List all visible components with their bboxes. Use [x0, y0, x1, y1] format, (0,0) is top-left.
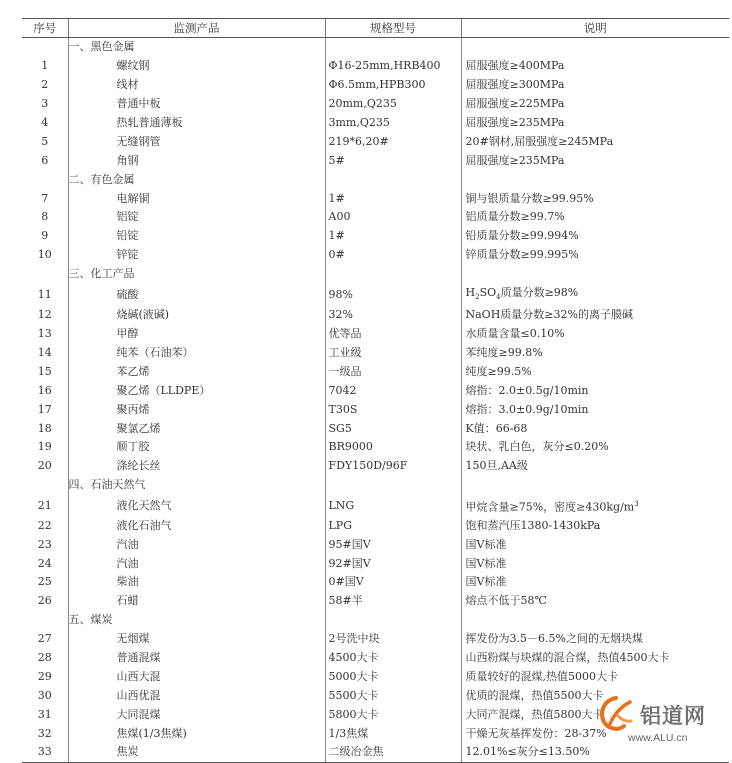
- row-desc: 熔点不低于58℃: [461, 592, 729, 611]
- row-no: 22: [37, 518, 52, 532]
- row-spec: Φ16-25mm,HRB400: [325, 57, 461, 76]
- row-spec: 5#: [325, 151, 461, 170]
- row-product: 纯苯（石油苯）: [68, 344, 325, 363]
- row-spec: 219*6,20#: [325, 132, 461, 151]
- row-desc: 挥发份为3.5－6.5%之间的无烟块煤: [461, 630, 729, 649]
- row-desc: [461, 284, 729, 306]
- table-row: [22, 419, 729, 438]
- product-table: [22, 18, 729, 763]
- row-desc: 铅质量分数≥99.994%: [461, 227, 729, 246]
- row-no: 23: [37, 537, 52, 551]
- table-row: [22, 743, 729, 762]
- row-product: 硫酸: [68, 284, 325, 306]
- row-spec: 5500大卡: [325, 686, 461, 705]
- row-product: 聚丙烯: [68, 400, 325, 419]
- row-desc: [461, 495, 729, 517]
- header-product: 监测产品: [68, 19, 325, 38]
- row-desc: 大同产混煤，热值5800大卡: [461, 705, 729, 724]
- row-spec: 1/3焦煤: [325, 724, 461, 743]
- row-desc: 熔指：2.0±0.5g/10min: [461, 381, 729, 400]
- table-row: [22, 649, 729, 668]
- row-spec: 2号洗中块: [325, 630, 461, 649]
- header-desc: 说明: [461, 19, 729, 38]
- section-title: 三、化工产品: [68, 265, 325, 284]
- table-row: [22, 724, 729, 743]
- table-row: [22, 495, 729, 517]
- row-no: 27: [37, 632, 52, 646]
- row-spec: 优等品: [325, 325, 461, 344]
- row-no: 7: [41, 191, 49, 205]
- row-product: 液化天然气: [68, 495, 325, 517]
- section-desc: [461, 476, 729, 495]
- row-spec: 1#: [325, 227, 461, 246]
- table-row: [22, 189, 729, 208]
- row-no: 8: [41, 210, 49, 224]
- header-row: [22, 19, 729, 38]
- section-desc: [461, 170, 729, 189]
- section-no: [22, 170, 68, 189]
- row-spec: 7042: [325, 381, 461, 400]
- row-no: 32: [37, 726, 52, 740]
- section-row: [22, 611, 729, 630]
- section-spec: [325, 611, 461, 630]
- row-product: 焦炭: [68, 743, 325, 762]
- row-desc-part: 2: [475, 292, 480, 301]
- row-no: 31: [37, 707, 52, 721]
- section-no: [22, 265, 68, 284]
- row-desc: 优质的混煤，热值5500大卡: [461, 686, 729, 705]
- row-no: 1: [41, 59, 49, 73]
- row-spec: 1#: [325, 189, 461, 208]
- row-no: 26: [37, 594, 52, 608]
- row-spec: FDY150D/96F: [325, 457, 461, 476]
- section-desc: [461, 265, 729, 284]
- table-row: [22, 630, 729, 649]
- row-product: 铅锭: [68, 227, 325, 246]
- row-desc: 饱和蒸汽压1380-1430kPa: [461, 516, 729, 535]
- section-title: 二、有色金属: [68, 170, 325, 189]
- row-desc: 铝质量分数≥99.7%: [461, 208, 729, 227]
- row-product: 汽油: [68, 554, 325, 573]
- watermark-url: www.ALU.cn: [628, 732, 688, 744]
- row-spec: 4500大卡: [325, 649, 461, 668]
- row-product: 甲醇: [68, 325, 325, 344]
- row-product: 烧碱(液碱): [68, 306, 325, 325]
- row-desc: 屈服强度≥300MPa: [461, 76, 729, 95]
- row-product: 液化石油气: [68, 516, 325, 535]
- header-no: 序号: [22, 19, 68, 38]
- table-row: [22, 381, 729, 400]
- row-desc-part: SO: [479, 285, 497, 299]
- row-product: 顺丁胶: [68, 438, 325, 457]
- row-spec: 5000大卡: [325, 667, 461, 686]
- row-spec: 58#半: [325, 592, 461, 611]
- table-body: [22, 38, 729, 763]
- row-no: 20: [37, 459, 52, 473]
- table-row: [22, 151, 729, 170]
- row-product: 山西优混: [68, 686, 325, 705]
- table-row: [22, 667, 729, 686]
- table-row: [22, 516, 729, 535]
- table-row: [22, 554, 729, 573]
- row-no: 12: [37, 308, 52, 322]
- section-spec: [325, 38, 461, 57]
- section-row: [22, 170, 729, 189]
- table-row: [22, 114, 729, 133]
- row-desc: 水质量含量≤0.10%: [461, 325, 729, 344]
- row-desc: 屈服强度≥235MPa: [461, 114, 729, 133]
- row-product: 聚氯乙烯: [68, 419, 325, 438]
- section-spec: [325, 265, 461, 284]
- row-desc: 块状、乳白色，灰分≤0.20%: [461, 438, 729, 457]
- header-spec: 规格型号: [325, 19, 461, 38]
- watermark-title: 铝道网: [640, 704, 706, 728]
- section-spec: [325, 476, 461, 495]
- table-row: [22, 132, 729, 151]
- row-desc-part: 质量分数≥98%: [500, 285, 579, 299]
- row-spec: 20mm,Q235: [325, 95, 461, 114]
- row-no: 19: [37, 440, 52, 454]
- row-spec: BR9000: [325, 438, 461, 457]
- row-no: 5: [41, 134, 49, 148]
- row-no: 10: [37, 248, 52, 262]
- row-desc: 屈服强度≥225MPa: [461, 95, 729, 114]
- row-no: 2: [41, 78, 49, 92]
- row-spec: LNG: [325, 495, 461, 517]
- row-no: 30: [37, 688, 52, 702]
- row-product: 石蜡: [68, 592, 325, 611]
- row-no: 11: [37, 287, 52, 301]
- row-product: 无烟煤: [68, 630, 325, 649]
- table-row: [22, 400, 729, 419]
- row-desc: 锌质量分数≥99.995%: [461, 246, 729, 265]
- row-no: 13: [37, 327, 52, 341]
- table-row: [22, 284, 729, 306]
- table-row: [22, 57, 729, 76]
- table-row: [22, 592, 729, 611]
- row-desc-part: 3: [634, 499, 639, 508]
- row-no: 18: [37, 421, 52, 435]
- row-desc: 国Ⅴ标准: [461, 554, 729, 573]
- row-no: 24: [37, 556, 52, 570]
- row-desc: 150旦,AA级: [461, 457, 729, 476]
- row-product: 普通中板: [68, 95, 325, 114]
- row-no: 3: [41, 97, 49, 111]
- row-desc: K值：66-68: [461, 419, 729, 438]
- table-row: [22, 535, 729, 554]
- table-row: [22, 95, 729, 114]
- row-desc: 铜与银质量分数≥99.95%: [461, 189, 729, 208]
- row-spec: T30S: [325, 400, 461, 419]
- row-desc-part: 4: [496, 292, 501, 301]
- row-desc: NaOH质量分数≥32%的离子膜碱: [461, 306, 729, 325]
- table-row: [22, 76, 729, 95]
- row-spec: A00: [325, 208, 461, 227]
- table-row: [22, 686, 729, 705]
- row-no: 4: [41, 116, 49, 129]
- row-desc-part: H: [465, 285, 476, 299]
- row-no: 6: [41, 153, 49, 167]
- row-product: 聚乙烯（LLDPE）: [68, 381, 325, 400]
- table-row: [22, 705, 729, 724]
- row-no: 9: [41, 229, 49, 243]
- row-spec: 32%: [325, 306, 461, 325]
- row-spec: 98%: [325, 284, 461, 306]
- row-desc: 干燥无灰基挥发份：28-37%: [461, 724, 729, 743]
- row-desc: 国Ⅴ标准: [461, 535, 729, 554]
- row-desc: 屈服强度≥400MPa: [461, 57, 729, 76]
- table-row: [22, 325, 729, 344]
- section-no: [22, 38, 68, 57]
- row-no: 16: [37, 383, 52, 397]
- row-product: 涤纶长丝: [68, 457, 325, 476]
- row-product: 焦煤(1/3焦煤): [68, 724, 325, 743]
- row-product: 电解铜: [68, 189, 325, 208]
- section-row: [22, 476, 729, 495]
- row-product: 苯乙烯: [68, 362, 325, 381]
- row-no: 14: [37, 345, 52, 359]
- row-product: 大同混煤: [68, 705, 325, 724]
- row-spec: 95#国Ⅴ: [325, 535, 461, 554]
- row-no: 33: [22, 743, 68, 762]
- row-desc: 20#钢材,屈服强度≥245MPa: [461, 132, 729, 151]
- table-row: [22, 362, 729, 381]
- row-no: 29: [37, 669, 52, 683]
- row-product: 热轧普通薄板: [68, 114, 325, 133]
- table-row: [22, 573, 729, 592]
- row-spec: 0#: [325, 246, 461, 265]
- row-desc: 12.01%≤灰分≤13.50%: [461, 743, 729, 762]
- section-row: [22, 265, 729, 284]
- row-spec: Φ6.5mm,HPB300: [325, 76, 461, 95]
- row-spec: 工业级: [325, 344, 461, 363]
- row-desc-part: 甲烷含量≥75%，密度≥430kg/m: [465, 500, 635, 514]
- row-desc: 国Ⅴ标准: [461, 573, 729, 592]
- row-spec: 一级品: [325, 362, 461, 381]
- row-product: 线材: [68, 76, 325, 95]
- section-no: [22, 611, 68, 630]
- row-spec: 5800大卡: [325, 705, 461, 724]
- row-desc: 屈服强度≥235MPa: [461, 151, 729, 170]
- row-no: 15: [37, 364, 52, 378]
- row-desc: 熔指：3.0±0.9g/10min: [461, 400, 729, 419]
- row-spec: 92#国Ⅴ: [325, 554, 461, 573]
- row-product: 柴油: [68, 573, 325, 592]
- row-no: 17: [37, 402, 52, 416]
- table-row: [22, 344, 729, 363]
- row-spec: LPG: [325, 516, 461, 535]
- row-no: 21: [37, 498, 52, 512]
- section-spec: [325, 170, 461, 189]
- row-desc: 质量较好的混煤,热值5000大卡: [461, 667, 729, 686]
- row-desc: 纯度≥99.5%: [461, 362, 729, 381]
- table-row: [22, 227, 729, 246]
- table-row: [22, 306, 729, 325]
- row-desc: 苯纯度≥99.8%: [461, 344, 729, 363]
- row-product: 铝锭: [68, 208, 325, 227]
- row-product: 汽油: [68, 535, 325, 554]
- row-desc: 山西粉煤与块煤的混合煤，热值4500大卡: [461, 649, 729, 668]
- section-title: 四、石油天然气: [68, 476, 325, 495]
- row-spec: SG5: [325, 419, 461, 438]
- table-row: [22, 457, 729, 476]
- row-product: 角钢: [68, 151, 325, 170]
- section-title: 一、黑色金属: [68, 38, 325, 57]
- section-row: [22, 38, 729, 57]
- row-product: 锌锭: [68, 246, 325, 265]
- row-product: 普通混煤: [68, 649, 325, 668]
- section-desc: [461, 38, 729, 57]
- section-desc: [461, 611, 729, 630]
- table-row: [22, 438, 729, 457]
- section-title: 五、煤炭: [68, 611, 325, 630]
- row-no: 25: [37, 575, 52, 589]
- row-product: 无缝钢管: [68, 132, 325, 151]
- table-row: [22, 246, 729, 265]
- row-product: 螺纹钢: [68, 57, 325, 76]
- row-no: 28: [37, 651, 52, 664]
- row-spec: 二级冶金焦: [325, 743, 461, 762]
- row-spec: 3mm,Q235: [325, 114, 461, 133]
- row-spec: 0#国Ⅴ: [325, 573, 461, 592]
- row-product: 山西大混: [68, 667, 325, 686]
- section-no: [22, 476, 68, 495]
- table-row: [22, 208, 729, 227]
